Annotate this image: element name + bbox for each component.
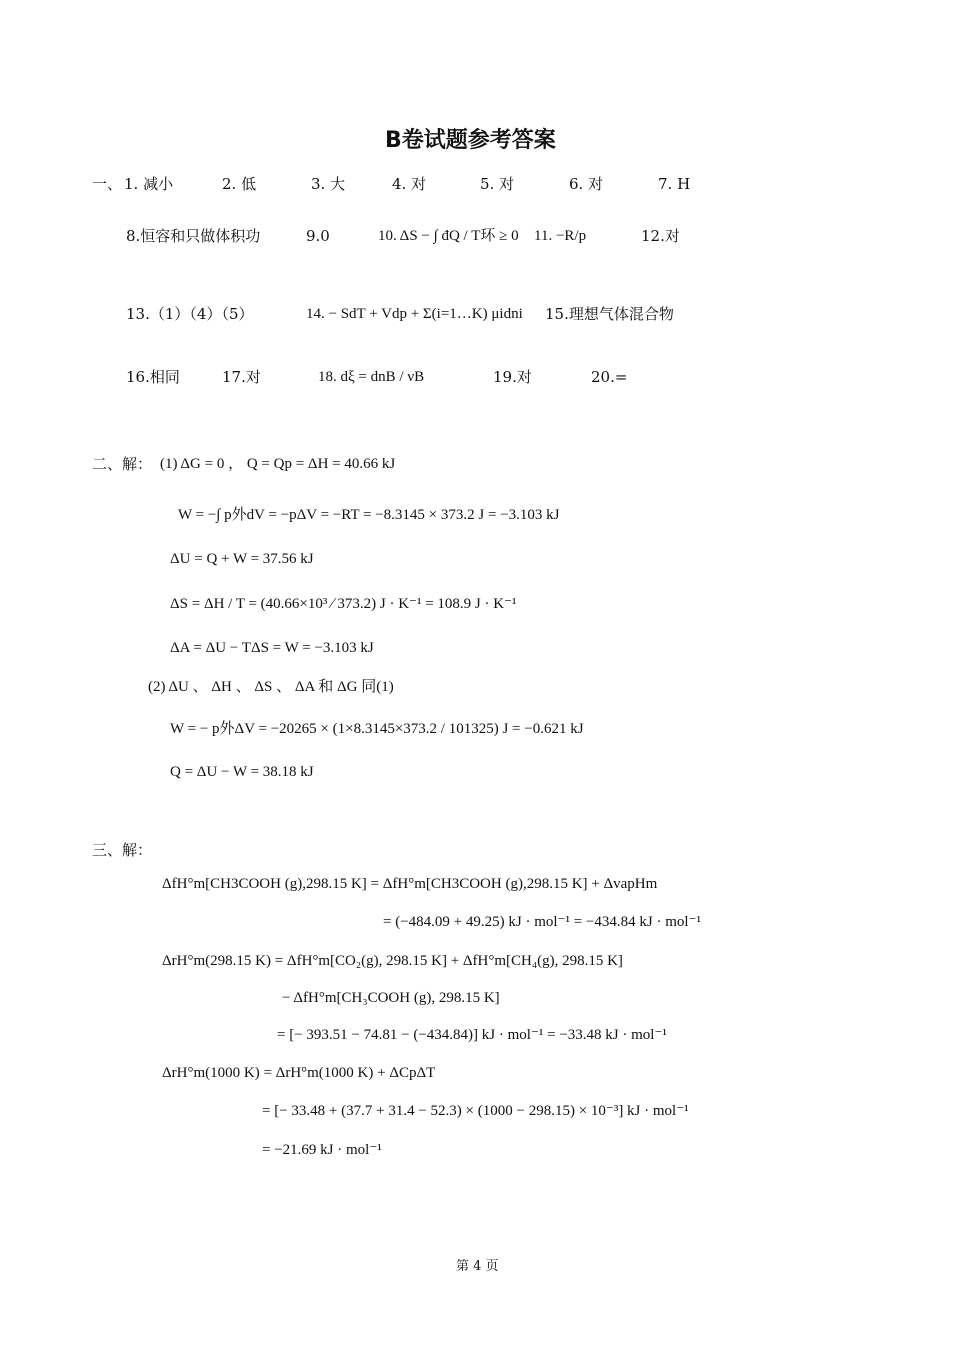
section2-line-8: Q = ΔU − W = 38.18 kJ (170, 764, 314, 780)
section2-line-4: ΔS = ΔH / T = (40.66×10³ ∕ 373.2) J · K⁻¹ = 108.9 J · K⁻¹ (170, 596, 517, 612)
answer-12: 12.对 (641, 227, 680, 245)
answer-17: 17.对 (222, 368, 261, 386)
answer-20: 20.= (591, 368, 628, 386)
answer-1: 1. 减小 (124, 175, 174, 193)
section3-line-3: ΔrH°m(298.15 K) = ΔfH°m[CO₂(g), 298.15 K] + ΔfH°m[CH₄(g), 298.15 K] (162, 953, 623, 969)
answer-4: 4. 对 (392, 175, 427, 193)
section3-label: 三、解： (92, 841, 153, 859)
section2-line-1: (1) ΔG = 0 ， Q = Qp = ΔH = 40.66 kJ (160, 456, 396, 472)
answer-2: 2. 低 (222, 175, 257, 193)
answer-7: 7. H (658, 175, 691, 193)
section1-label: 一、 (92, 175, 123, 193)
section3-line-1: ΔfH°m[CH3COOH (g),298.15 K] = ΔfH°m[CH3COOH (g),298.15 K] + ΔvapHm (162, 876, 658, 892)
section3-line-7: = [− 33.48 + (37.7 + 31.4 − 52.3) × (1000 − 298.15) × 10⁻³] kJ · mol⁻¹ (262, 1103, 689, 1119)
section3-line-8: = −21.69 kJ · mol⁻¹ (262, 1142, 382, 1158)
section3-line-6: ΔrH°m(1000 K) = ΔrH°m(1000 K) + ΔCpΔT (162, 1065, 436, 1081)
answer-14: 14. − SdT + Vdp + Σ(i=1…K) μidni (306, 306, 523, 322)
answer-11: 11. −R/p (534, 228, 587, 244)
section2-line-5: ΔA = ΔU − TΔS = W = −3.103 kJ (170, 640, 374, 656)
section2-line-2: W = −∫ p外dV = −pΔV = −RT = −8.3145 × 373.2 J = −3.103 kJ (178, 507, 560, 523)
answer-16: 16.相同 (126, 368, 180, 386)
page-number: 第 4 页 (456, 1259, 499, 1274)
answer-19: 19.对 (493, 368, 532, 386)
answer-8: 8.恒容和只做体积功 (126, 227, 261, 245)
answer-10: 10. ΔS − ∫ đQ / T环 ≥ 0 (378, 228, 519, 244)
answer-13: 13.（1）（4）（5） (126, 305, 254, 323)
section2-line-6: (2) ΔU 、 ΔH 、 ΔS 、 ΔA 和 ΔG 同(1) (148, 679, 394, 695)
answer-3: 3. 大 (311, 175, 346, 193)
section3-line-2: = (−484.09 + 49.25) kJ · mol⁻¹ = −434.84 kJ · mol⁻¹ (383, 914, 701, 930)
section2-label: 二、解： (92, 455, 153, 473)
answer-15: 15.理想气体混合物 (545, 305, 674, 323)
answer-6: 6. 对 (569, 175, 604, 193)
page-title: B卷试题参考答案 (385, 128, 556, 153)
answer-18: 18. dξ = dnB / νB (318, 369, 425, 385)
answer-9: 9.0 (306, 227, 330, 245)
section3-line-4: − ΔfH°m[CH₃COOH (g), 298.15 K] (282, 990, 500, 1006)
section3-line-5: = [− 393.51 − 74.81 − (−434.84)] kJ · mol⁻¹ = −33.48 kJ · mol⁻¹ (277, 1027, 667, 1043)
section2-line-7: W = − p外ΔV = −20265 × (1×8.3145×373.2 / 101325) J = −0.621 kJ (170, 721, 584, 737)
answer-5: 5. 对 (480, 175, 515, 193)
section2-line-3: ΔU = Q + W = 37.56 kJ (170, 551, 314, 567)
